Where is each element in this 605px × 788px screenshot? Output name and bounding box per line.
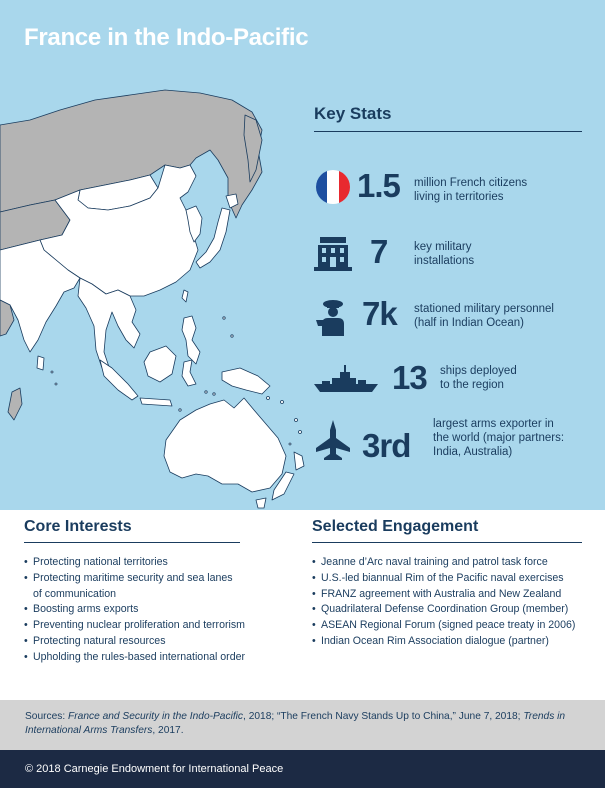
map-sulawesi — [182, 360, 196, 386]
stat-desc-line: ships deployed — [440, 365, 517, 377]
map-tasmania — [256, 498, 266, 508]
list-item: • Preventing nuclear proliferation and terrorism — [24, 618, 304, 634]
sources-middle: , 2018; “The French Navy Stands Up to China,” June 7, 2018; — [243, 711, 524, 722]
list-item: • U.S.-led biannual Rim of the Pacific naval exercises — [312, 571, 602, 587]
stat-french-citizens — [312, 168, 602, 218]
list-item: • Upholding the rules-based international order — [24, 650, 304, 666]
map-australia — [164, 398, 286, 492]
source-title: France and Security in the Indo-Pacific — [68, 711, 244, 722]
stat-desc-line: India, Australia) — [433, 446, 513, 458]
stat-desc-line: installations — [414, 255, 475, 267]
sources-bar — [0, 700, 605, 750]
sources-prefix: Sources: — [25, 711, 69, 722]
list-item: • Boosting arms exports — [24, 602, 304, 618]
fighter-jet-icon — [312, 418, 354, 460]
list-item: • ASEAN Regional Forum (signed peace treaty in 2006) — [312, 618, 602, 634]
stat-value: 13 — [392, 359, 427, 396]
sources-text — [25, 710, 585, 738]
list-item: • Protecting national territories — [24, 555, 304, 571]
stat-desc-line: the world (major partners: — [433, 432, 565, 444]
stat-value: 7k — [362, 295, 397, 332]
stat-desc-line: million French citizens — [414, 177, 528, 189]
list-item: • FRANZ agreement with Australia and New Zealand — [312, 587, 602, 603]
stat-military-installations — [312, 234, 602, 284]
list-item-text: Protecting maritime security and sea lanes — [33, 571, 233, 584]
stat-desc-line: key military — [414, 241, 472, 253]
map-new-guinea — [222, 368, 270, 394]
stat-ships-deployed — [312, 360, 602, 410]
list-item-continuation: of communication — [33, 587, 117, 600]
sailor-personnel-icon — [312, 296, 354, 338]
key-stats-heading: Key Stats — [314, 104, 392, 123]
stat-description — [414, 302, 554, 330]
stat-description — [414, 176, 527, 204]
list-item — [24, 571, 304, 603]
core-interests-list — [24, 555, 304, 666]
stat-desc-line: stationed military personnel — [414, 303, 554, 315]
selected-engagement-heading: Selected Engagement — [312, 518, 479, 535]
stat-arms-exporter — [312, 418, 602, 468]
stat-value: 1.5 — [357, 167, 400, 204]
france-flag-icon — [312, 168, 354, 210]
list-item: • Indian Ocean Rim Association dialogue (partner) — [312, 634, 602, 650]
map-philippines — [182, 316, 200, 364]
warship-icon — [312, 360, 382, 402]
map-java — [140, 398, 172, 406]
selected-engagement-divider — [312, 542, 582, 543]
stat-value: 3rd — [362, 427, 411, 464]
map-new-zealand — [294, 452, 304, 470]
list-item: • Quadrilateral Defense Coordination Group (member) — [312, 602, 602, 618]
copyright-text: © 2018 Carnegie Endowment for International Peace — [25, 763, 284, 775]
sources-suffix: , 2017. — [152, 725, 184, 736]
lower-section — [0, 510, 605, 700]
map-sumatra — [100, 360, 138, 400]
key-stats-divider — [314, 131, 582, 132]
stat-value: 7 — [370, 233, 388, 270]
map-borneo — [144, 346, 176, 382]
stat-desc-line: largest arms exporter in — [433, 418, 554, 430]
stat-desc-line: to the region — [440, 379, 504, 391]
map-madagascar — [8, 388, 22, 420]
core-interests-heading: Core Interests — [24, 518, 132, 535]
source-title: Trends in International Arms Transfers — [25, 711, 566, 736]
stat-description — [433, 417, 564, 459]
stat-desc-line: living in territories — [414, 191, 504, 203]
stat-description — [414, 240, 474, 268]
stat-military-personnel — [312, 296, 602, 346]
footer-bar — [0, 750, 605, 788]
list-item: • Protecting natural resources — [24, 634, 304, 650]
page-title: France in the Indo-Pacific — [24, 24, 309, 51]
list-item: • Jeanne d’Arc naval training and patrol task force — [312, 555, 602, 571]
stat-desc-line: (half in Indian Ocean) — [414, 317, 524, 329]
core-interests-divider — [24, 542, 240, 543]
stat-description — [440, 364, 517, 392]
map-taiwan — [182, 290, 188, 302]
selected-engagement-list — [312, 555, 602, 650]
map-sri-lanka — [37, 356, 44, 370]
military-building-icon — [312, 234, 354, 276]
